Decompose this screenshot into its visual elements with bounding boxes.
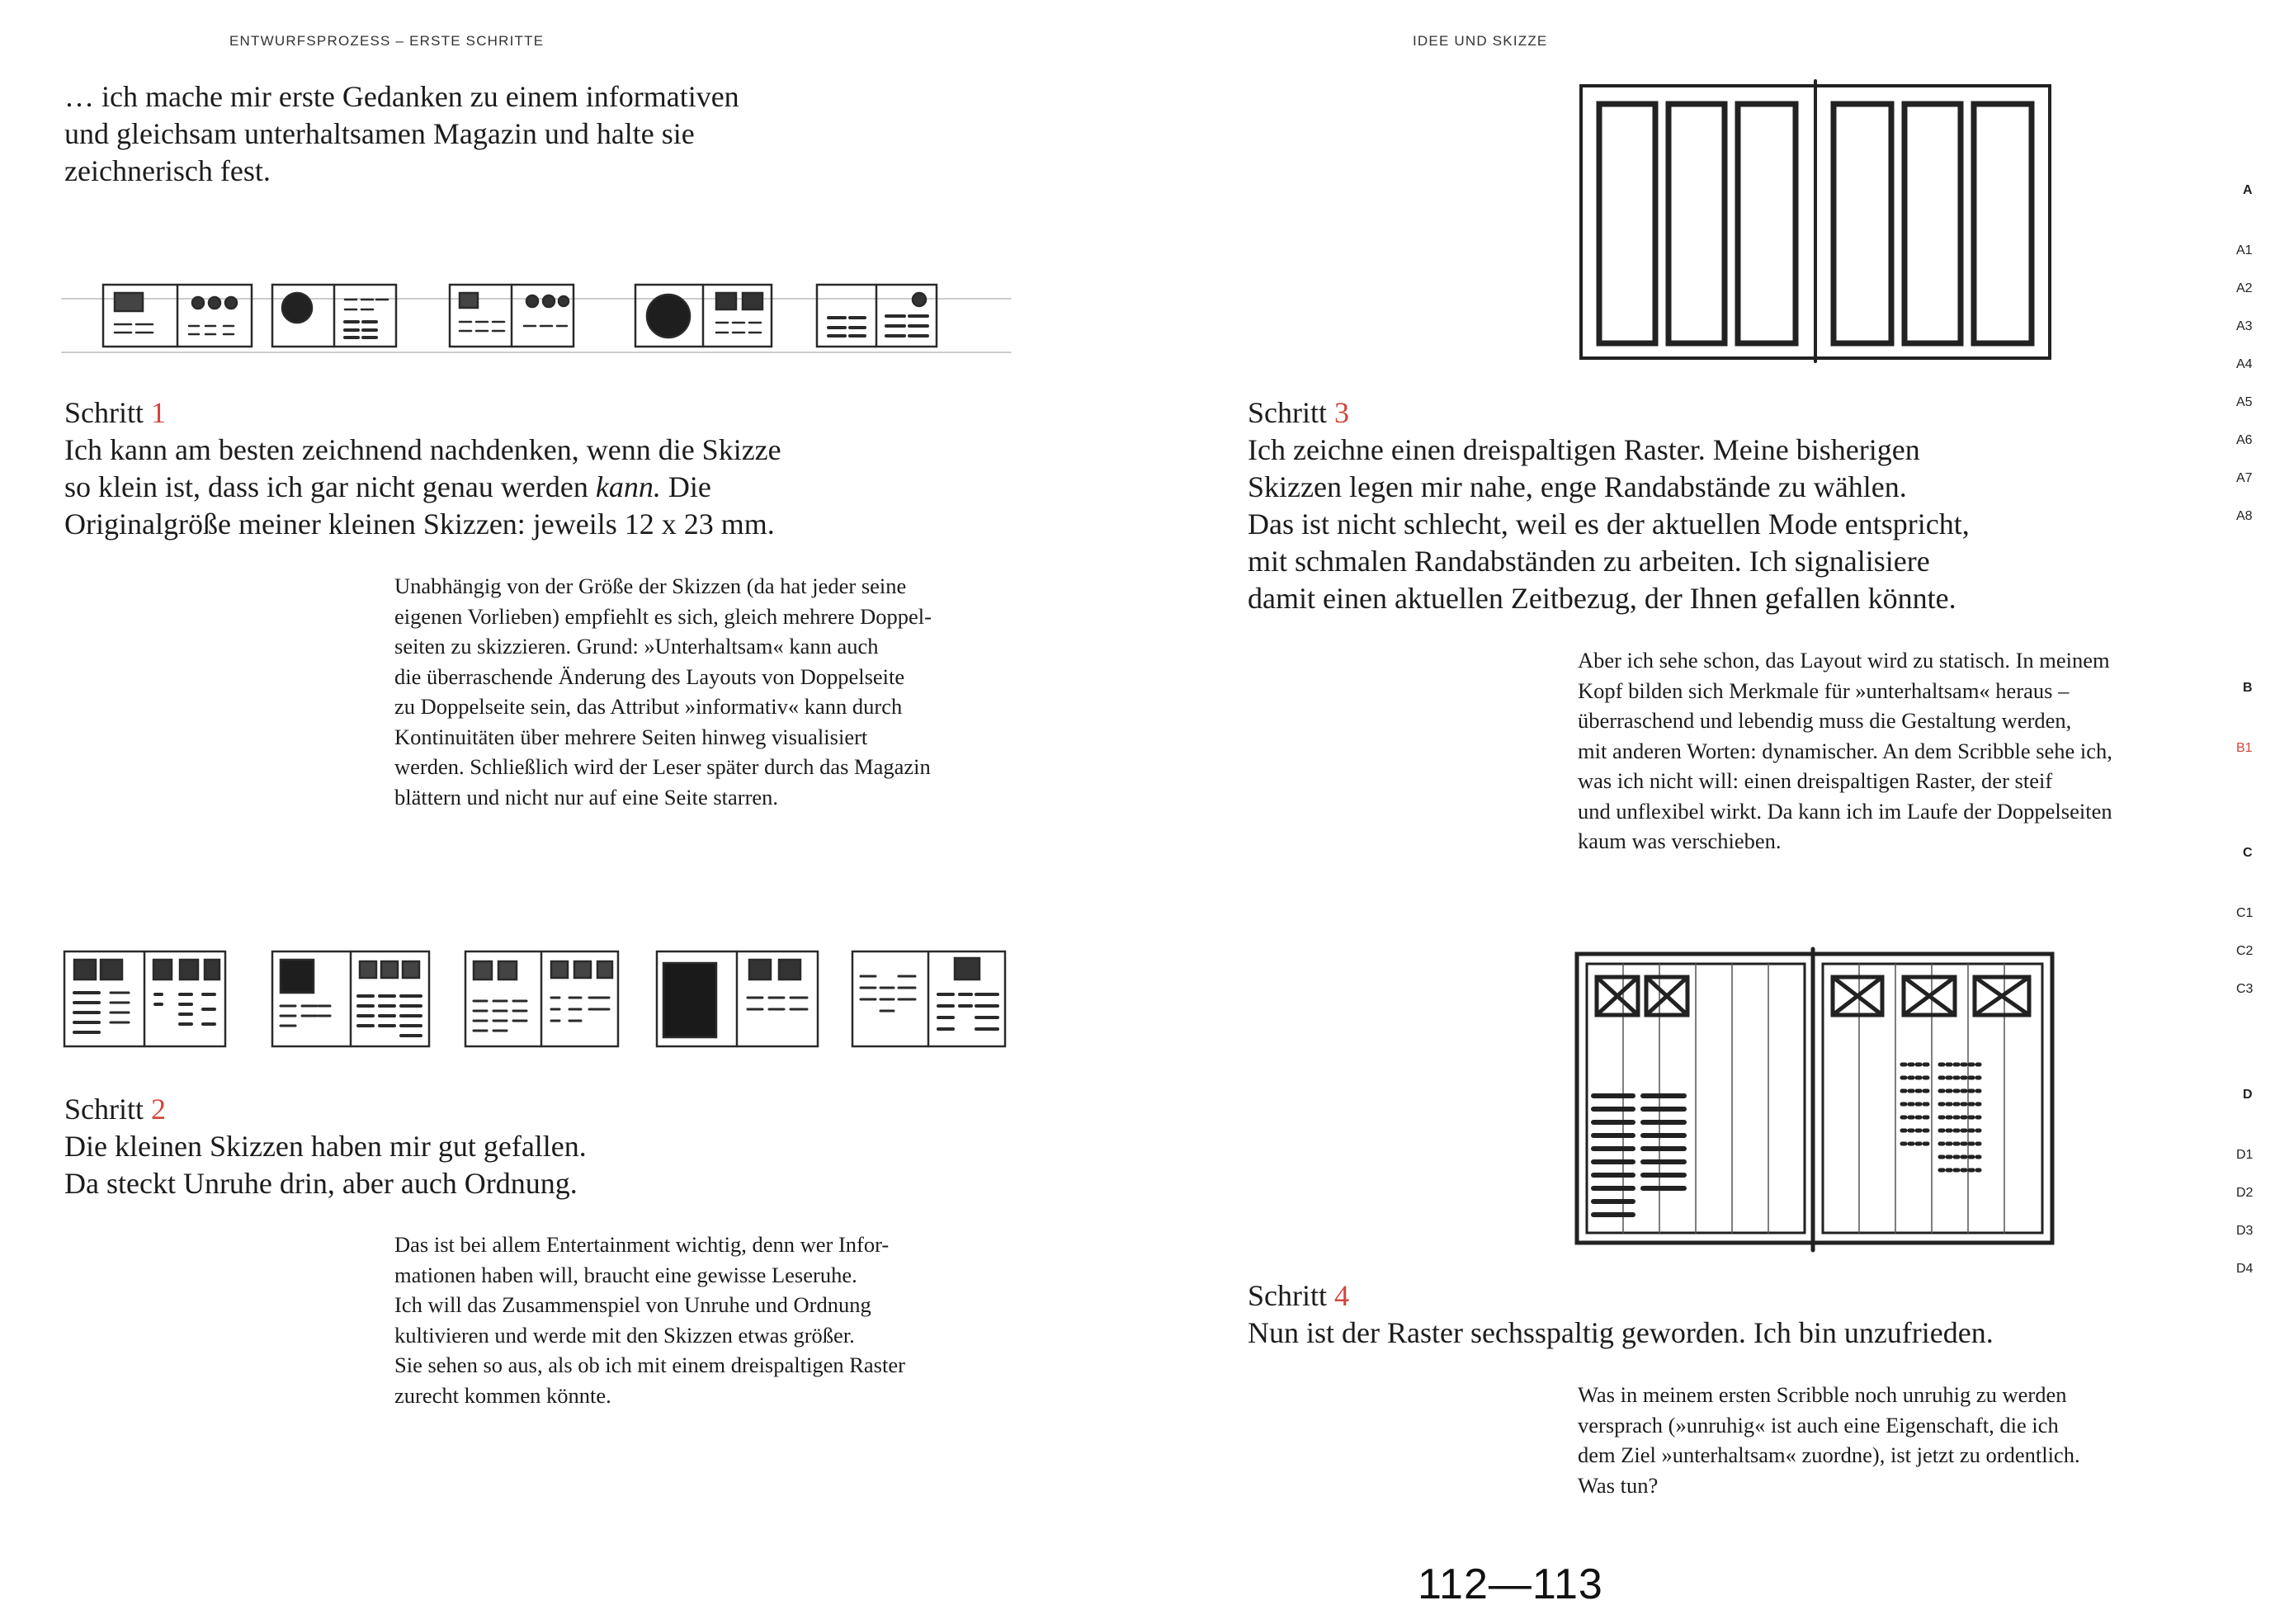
step-2-heading bbox=[64, 1091, 587, 1202]
step-2-body: Das ist bei allem Entertainment wichtig, denn wer Infor- mationen haben will, braucht eine gewisse Leseruhe. Ich will das Zusammenspiel von Unruhe und Ordnung kultivieren und werde mit den Skizzen etwas größer. Sie sehen so aus, als ob ich mit einem dreispaltigen Raster zurecht kommen könnte. bbox=[394, 1232, 905, 1408]
register-item-d4[interactable]: D4 bbox=[2236, 1262, 2254, 1276]
six-column-grid-sketch bbox=[1572, 949, 2059, 1250]
step-3-body: Aber ich sehe schon, das Layout wird zu statisch. In meinem Kopf bilden sich Merkmale für »unterhaltsam« heraus – überraschend und lebendig muss die Gestaltung werden, mit anderen Worten: dynamischer. An dem Scribble sehe ich, was ich nicht will: einen dreispaltigen Raster, der steif und unflexibel wirkt. Da kann ich im Laufe der Doppelseiten kaum was verschieben. bbox=[1578, 648, 2112, 853]
register-item-d1[interactable]: D1 bbox=[2236, 1148, 2254, 1162]
register-section-a[interactable]: A bbox=[2243, 183, 2253, 197]
intro-line: … ich mache mir erste Gedanken zu einem informativen bbox=[64, 80, 739, 113]
register-item-a6[interactable]: A6 bbox=[2236, 433, 2253, 447]
emphasis-kann: kann. bbox=[595, 470, 661, 503]
register-item-c3[interactable]: C3 bbox=[2236, 982, 2254, 996]
thumbnail-spread bbox=[817, 285, 937, 347]
thumbnail-spread bbox=[450, 285, 573, 347]
step-number: 2 bbox=[151, 1093, 166, 1126]
register-section-c[interactable]: C bbox=[2243, 846, 2253, 860]
intro-text bbox=[64, 78, 739, 190]
register-item-a5[interactable]: A5 bbox=[2236, 395, 2253, 409]
thumbnail-spread bbox=[272, 285, 396, 347]
step-4-body: Was in meinem ersten Scribble noch unruhig zu werden versprach (»unruhig« ist auch eine Eigenschaft, die ich dem Ziel »unterhaltsam« zuordne), ist jetzt zu ordentlich. Was tun? bbox=[1578, 1382, 2080, 1498]
step-1-heading bbox=[64, 394, 781, 543]
register-section-b[interactable]: B bbox=[2243, 681, 2253, 695]
intro-line: zeichnerisch fest. bbox=[64, 154, 271, 187]
three-column-grid-sketch bbox=[1576, 81, 2055, 361]
register-item-b1-active[interactable]: B1 bbox=[2236, 741, 2253, 755]
register-item-a1[interactable]: A1 bbox=[2236, 243, 2253, 257]
thumbnail-sketch-row-1 bbox=[62, 272, 1011, 363]
step-2-line: Die kleinen Skizzen haben mir gut gefallen. bbox=[64, 1130, 587, 1163]
step-4-heading bbox=[1248, 1277, 1994, 1352]
step-number: 3 bbox=[1334, 396, 1349, 429]
register-item-a2[interactable]: A2 bbox=[2236, 281, 2253, 295]
thumbnail-spread bbox=[657, 951, 818, 1046]
step-1-line: Originalgröße meiner kleinen Skizzen: jeweils 12 x 23 mm. bbox=[64, 508, 775, 541]
register-item-d2[interactable]: D2 bbox=[2236, 1186, 2254, 1200]
register-section-d[interactable]: D bbox=[2243, 1088, 2253, 1102]
step-1-line: Ich kann am besten zeichnend nachdenken, wenn die Skizze bbox=[64, 433, 781, 466]
step-2-line: Da steckt Unruhe drin, aber auch Ordnung. bbox=[64, 1167, 578, 1200]
page-numbers: 112—113 bbox=[1418, 1560, 1603, 1608]
register-item-a7[interactable]: A7 bbox=[2236, 471, 2253, 485]
step-1-line: so klein ist, dass ich gar nicht genau werden kann. Die bbox=[64, 470, 711, 503]
step-label: Schritt bbox=[1248, 1279, 1327, 1312]
step-3-line: Das ist nicht schlecht, weil es der aktuellen Mode entspricht, bbox=[1248, 508, 1970, 541]
running-head-right: IDEE UND SKIZZE bbox=[1413, 33, 1548, 49]
register-item-d3[interactable]: D3 bbox=[2236, 1224, 2254, 1238]
step-label: Schritt bbox=[1248, 396, 1327, 429]
step-number: 1 bbox=[151, 396, 166, 429]
step-3-line: mit schmalen Randabständen zu arbeiten. Ich signalisiere bbox=[1248, 545, 1930, 578]
thumbnail-spread bbox=[635, 285, 772, 347]
register-item-c1[interactable]: C1 bbox=[2236, 906, 2254, 920]
register-item-a4[interactable]: A4 bbox=[2236, 357, 2253, 371]
step-3-line: Ich zeichne einen dreispaltigen Raster. Meine bisherigen bbox=[1248, 433, 1920, 466]
step-4-line: Nun ist der Raster sechsspaltig geworden. Ich bin unzufrieden. bbox=[1248, 1316, 1994, 1349]
step-number: 4 bbox=[1334, 1279, 1349, 1312]
step-label: Schritt bbox=[64, 1093, 144, 1126]
step-3-heading bbox=[1248, 394, 1970, 617]
step-3-line: damit einen aktuellen Zeitbezug, der Ihnen gefallen könnte. bbox=[1248, 582, 1956, 615]
step-label: Schritt bbox=[64, 396, 144, 429]
thumbnail-spread bbox=[272, 951, 429, 1046]
register-item-c2[interactable]: C2 bbox=[2236, 944, 2254, 958]
register-item-a3[interactable]: A3 bbox=[2236, 319, 2253, 333]
running-head-left: ENTWURFSPROZESS – ERSTE SCHRITTE bbox=[229, 33, 545, 49]
thumbnail-spread bbox=[103, 285, 252, 347]
thumbnail-spread bbox=[852, 951, 1005, 1046]
intro-line: und gleichsam unterhaltsamen Magazin und halte sie bbox=[64, 117, 695, 150]
step-1-body: Unabhängig von der Größe der Skizzen (da hat jeder seine eigenen Vorlieben) empfiehlt es sich, gleich mehrere Doppel- seiten zu skizzieren. Grund: »Unterhaltsam« kann auch die überraschende Änderung des Layouts von Doppelseite zu Doppelseite sein, das Attribut »informativ« kann durch Kontinuitäten über mehrere Seiten hinweg visualisiert werden. Schließlich wird der Leser später durch das Magazin blättern und nicht nur auf eine Seite starren. bbox=[394, 574, 932, 810]
thumbnail-spread bbox=[465, 951, 618, 1046]
thumbnail-sketch-row-2 bbox=[64, 947, 1013, 1055]
register-item-a8[interactable]: A8 bbox=[2236, 509, 2253, 523]
step-3-line: Skizzen legen mir nahe, enge Randabstände zu wählen. bbox=[1248, 470, 1907, 503]
thumbnail-spread bbox=[64, 951, 225, 1046]
